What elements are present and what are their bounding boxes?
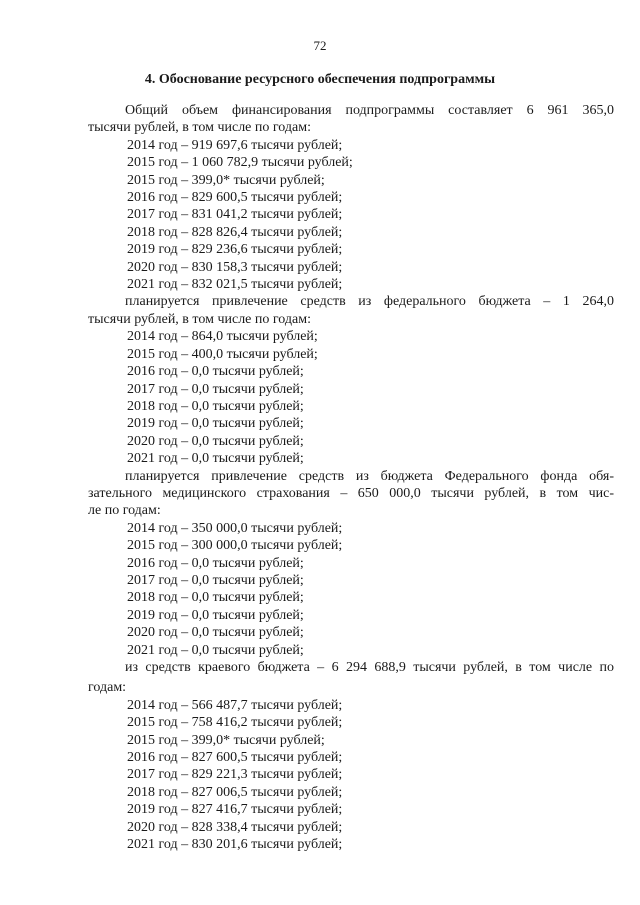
paragraph-line: планируется привлечение средств из федерального бюджета – 1 264,0 [125, 294, 614, 310]
year-line: 2020 год – 0,0 тысячи рублей; [127, 433, 304, 449]
year-line: 2019 год – 827 416,7 тысячи рублей; [127, 802, 343, 818]
year-line: 2015 год – 399,0* тысячи рублей; [127, 172, 325, 188]
year-line: 2021 год – 832 021,5 тысячи рублей; [127, 277, 343, 293]
paragraph-line: годам: [88, 680, 127, 696]
year-line: 2016 год – 0,0 тысячи рублей; [127, 364, 304, 380]
year-line: 2014 год – 919 697,6 тысячи рублей; [127, 137, 343, 153]
year-line: 2020 год – 830 158,3 тысячи рублей; [127, 259, 343, 275]
paragraph-line: зательного медицинского страхования – 650 000,0 тысячи рублей, в том чис- [88, 485, 614, 501]
year-line: 2015 год – 300 000,0 тысячи рублей; [127, 538, 343, 554]
year-line: 2014 год – 566 487,7 тысячи рублей; [127, 697, 343, 713]
year-line: 2016 год – 0,0 тысячи рублей; [127, 555, 304, 571]
year-line: 2021 год – 830 201,6 тысячи рублей; [127, 837, 343, 853]
paragraph-line: Общий объем финансирования подпрограммы составляет 6 961 365,0 [125, 103, 614, 118]
year-line: 2018 год – 828 826,4 тысячи рублей; [127, 224, 343, 240]
total-financing-section [0, 102, 640, 293]
paragraph-line: планируется привлечение средств из бюджета Федерального фонда обя- [125, 468, 614, 484]
year-line: 2018 год – 827 006,5 тысячи рублей; [127, 784, 343, 800]
year-line: 2014 год – 350 000,0 тысячи рублей; [127, 520, 343, 536]
year-line: 2017 год – 0,0 тысячи рублей; [127, 381, 304, 397]
year-line: 2021 год – 0,0 тысячи рублей; [127, 642, 304, 658]
paragraph-line: ле по годам: [88, 503, 161, 519]
year-line: 2015 год – 400,0 тысячи рублей; [127, 346, 318, 362]
federal-budget-section [0, 293, 640, 467]
year-line: 2019 год – 0,0 тысячи рублей; [127, 607, 304, 623]
year-line: 2015 год – 1 060 782,9 тысячи рублей; [127, 155, 353, 171]
year-line: 2019 год – 829 236,6 тысячи рублей; [127, 242, 343, 258]
year-line: 2017 год – 831 041,2 тысячи рублей; [127, 207, 343, 223]
document-body [0, 102, 640, 853]
year-line: 2014 год – 864,0 тысячи рублей; [127, 329, 318, 345]
section-heading: 4. Обоснование ресурсного обеспечения подпрограммы [144, 72, 496, 87]
paragraph-line: тысячи рублей, в том числе по годам: [88, 311, 311, 327]
year-line: 2018 год – 0,0 тысячи рублей; [127, 590, 304, 606]
year-line: 2020 год – 828 338,4 тысячи рублей; [127, 819, 343, 835]
year-line: 2017 год – 0,0 тысячи рублей; [127, 572, 304, 588]
paragraph-line: из средств краевого бюджета – 6 294 688,9 тысячи рублей, в том числе по [125, 660, 614, 675]
year-line: 2017 год – 829 221,3 тысячи рублей; [127, 767, 343, 783]
year-line: 2019 год – 0,0 тысячи рублей; [127, 416, 304, 432]
year-line: 2016 год – 829 600,5 тысячи рублей; [127, 190, 343, 206]
year-line: 2020 год – 0,0 тысячи рублей; [127, 625, 304, 641]
medical-insurance-fund-section [0, 468, 640, 659]
year-line: 2018 год – 0,0 тысячи рублей; [127, 398, 304, 414]
year-line: 2016 год – 827 600,5 тысячи рублей; [127, 750, 343, 766]
regional-budget-section [0, 659, 640, 853]
paragraph-line: тысячи рублей, в том числе по годам: [88, 120, 311, 136]
page-number: 72 [313, 38, 327, 53]
year-line: 2015 год – 758 416,2 тысячи рублей; [127, 715, 343, 731]
year-line: 2015 год – 399,0* тысячи рублей; [127, 732, 325, 748]
year-line: 2021 год – 0,0 тысячи рублей; [127, 451, 304, 467]
